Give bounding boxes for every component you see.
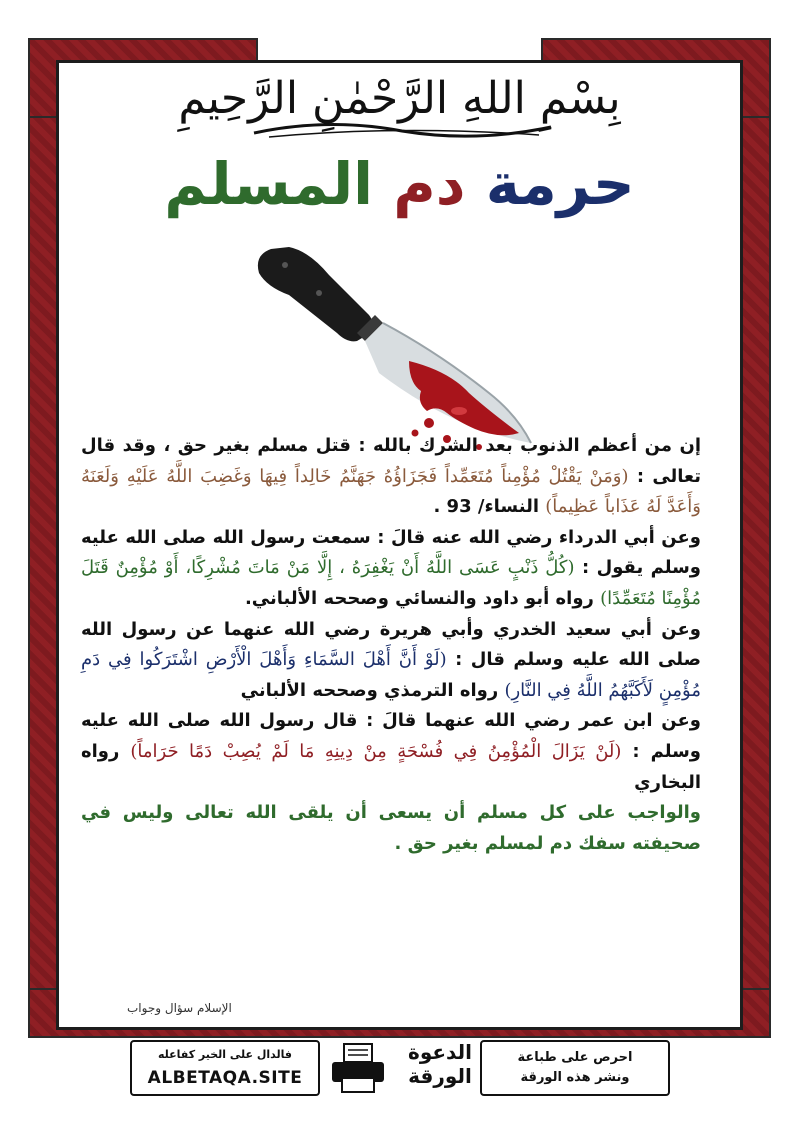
logo-line-2: الورقة bbox=[408, 1064, 472, 1088]
footer-slogan: فالدال على الخير كفاعله bbox=[157, 1048, 293, 1061]
title-word-3: المسلم bbox=[164, 150, 374, 218]
hadith-quote-1: (كُلُّ ذَنْبٍ عَسَى اللَّهُ أَنْ يَغْفِرَهُ ، إِلَّا مَنْ مَاتَ مُشْرِكًا، أَوْ مُؤْمِنٌ قَتَلَ مُؤْمِنًا مُتَعَمِّدًا) bbox=[81, 557, 701, 609]
page-title bbox=[59, 148, 740, 220]
quran-verse: (وَمَنْ يَقْتُلْ مُؤْمِناً مُتَعَمِّداً فَجَزَاؤُهُ جَهَنَّمُ خَالِداً فِيهَا وَغَضِبَ اللَّهُ عَلَيْهِ وَلَعَنَهُ وَأَعَدَّ لَهُ عَذَاباً عَظِيماً) bbox=[81, 465, 701, 518]
paragraph-2-intro: وعن أبي الدرداء رضي الله عنه قالَ : سمعت رسول الله صلى الله عليه وسلم يقول : bbox=[81, 526, 701, 579]
paragraph-5: والواجب على كل مسلم أن يسعى أن يلقى الله تعالى وليس في صحيفته سفك دم لمسلم بغير حق . bbox=[81, 802, 701, 854]
paragraph-1-intro: إن من أعظم الذنوب بعد الشرك بالله : قتل مسلم بغير حق ، وقد قال تعالى : bbox=[81, 435, 701, 487]
hadith-source-1: رواه أبو داود والنسائي وصححه الألباني. bbox=[244, 587, 601, 609]
bloody-knife-icon bbox=[249, 243, 539, 458]
title-word-1: حرمة bbox=[485, 150, 635, 218]
content-panel bbox=[56, 60, 743, 1030]
hadith-quote-2: (لَوْ أَنَّ أَهْلَ السَّمَاءِ وَأَهْلَ الْأَرْضِ اشْتَرَكُوا فِي دَمِ مُؤْمِنٍ لَأَكَبَّهُمُ اللَّهُ فِي النَّارِ) bbox=[81, 649, 701, 701]
title-word-2: دم bbox=[393, 150, 466, 218]
footer-site-link[interactable]: ALBETAQA.SITE bbox=[147, 1068, 303, 1088]
print-note-line-2: ونشر هذه الورقة bbox=[520, 1070, 630, 1085]
source-credit: الإسلام سؤال وجواب bbox=[127, 1001, 232, 1015]
print-note-line-1: احرص على طباعة bbox=[517, 1050, 633, 1065]
footer-bar bbox=[130, 1040, 670, 1098]
verse-source: النساء/ 93 . bbox=[433, 496, 546, 518]
paragraph-3-intro: وعن أبي سعيد الخدري وأبي هريرة رضي الله عنهما عن رسول الله صلى الله عليه وسلم قال : bbox=[81, 618, 701, 671]
footer-site-box bbox=[130, 1040, 320, 1096]
hadith-source-3: رواه البخاري bbox=[81, 740, 701, 793]
paragraph-3 bbox=[81, 615, 701, 707]
article-body bbox=[81, 431, 701, 859]
hadith-quote-3: (لَنْ يَزَالَ الْمُؤْمِنُ فِي فُسْحَةٍ مِنْ دِينِهِ مَا لَمْ يُصِبْ دَمًا حَرَاماً) bbox=[130, 740, 622, 762]
basmala-calligraphy: بِسْمِ اللهِ الرَّحْمٰنِ الرَّحِيمِ bbox=[178, 73, 621, 124]
flourish-icon bbox=[249, 119, 556, 141]
hadith-source-2: رواه الترمذي وصححه الألباني bbox=[240, 679, 505, 701]
logo bbox=[405, 1040, 475, 1096]
paragraph-4-intro: وعن ابن عمر رضي الله عنهما قالَ : قال رسول الله صلى الله عليه وسلم : bbox=[81, 710, 701, 762]
printer-icon bbox=[328, 1042, 388, 1094]
footer-print-box bbox=[480, 1040, 670, 1096]
paragraph-1 bbox=[81, 431, 701, 523]
logo-line-1: الدعوة bbox=[408, 1040, 472, 1064]
paragraph-4 bbox=[81, 706, 701, 798]
paragraph-2 bbox=[81, 523, 701, 615]
